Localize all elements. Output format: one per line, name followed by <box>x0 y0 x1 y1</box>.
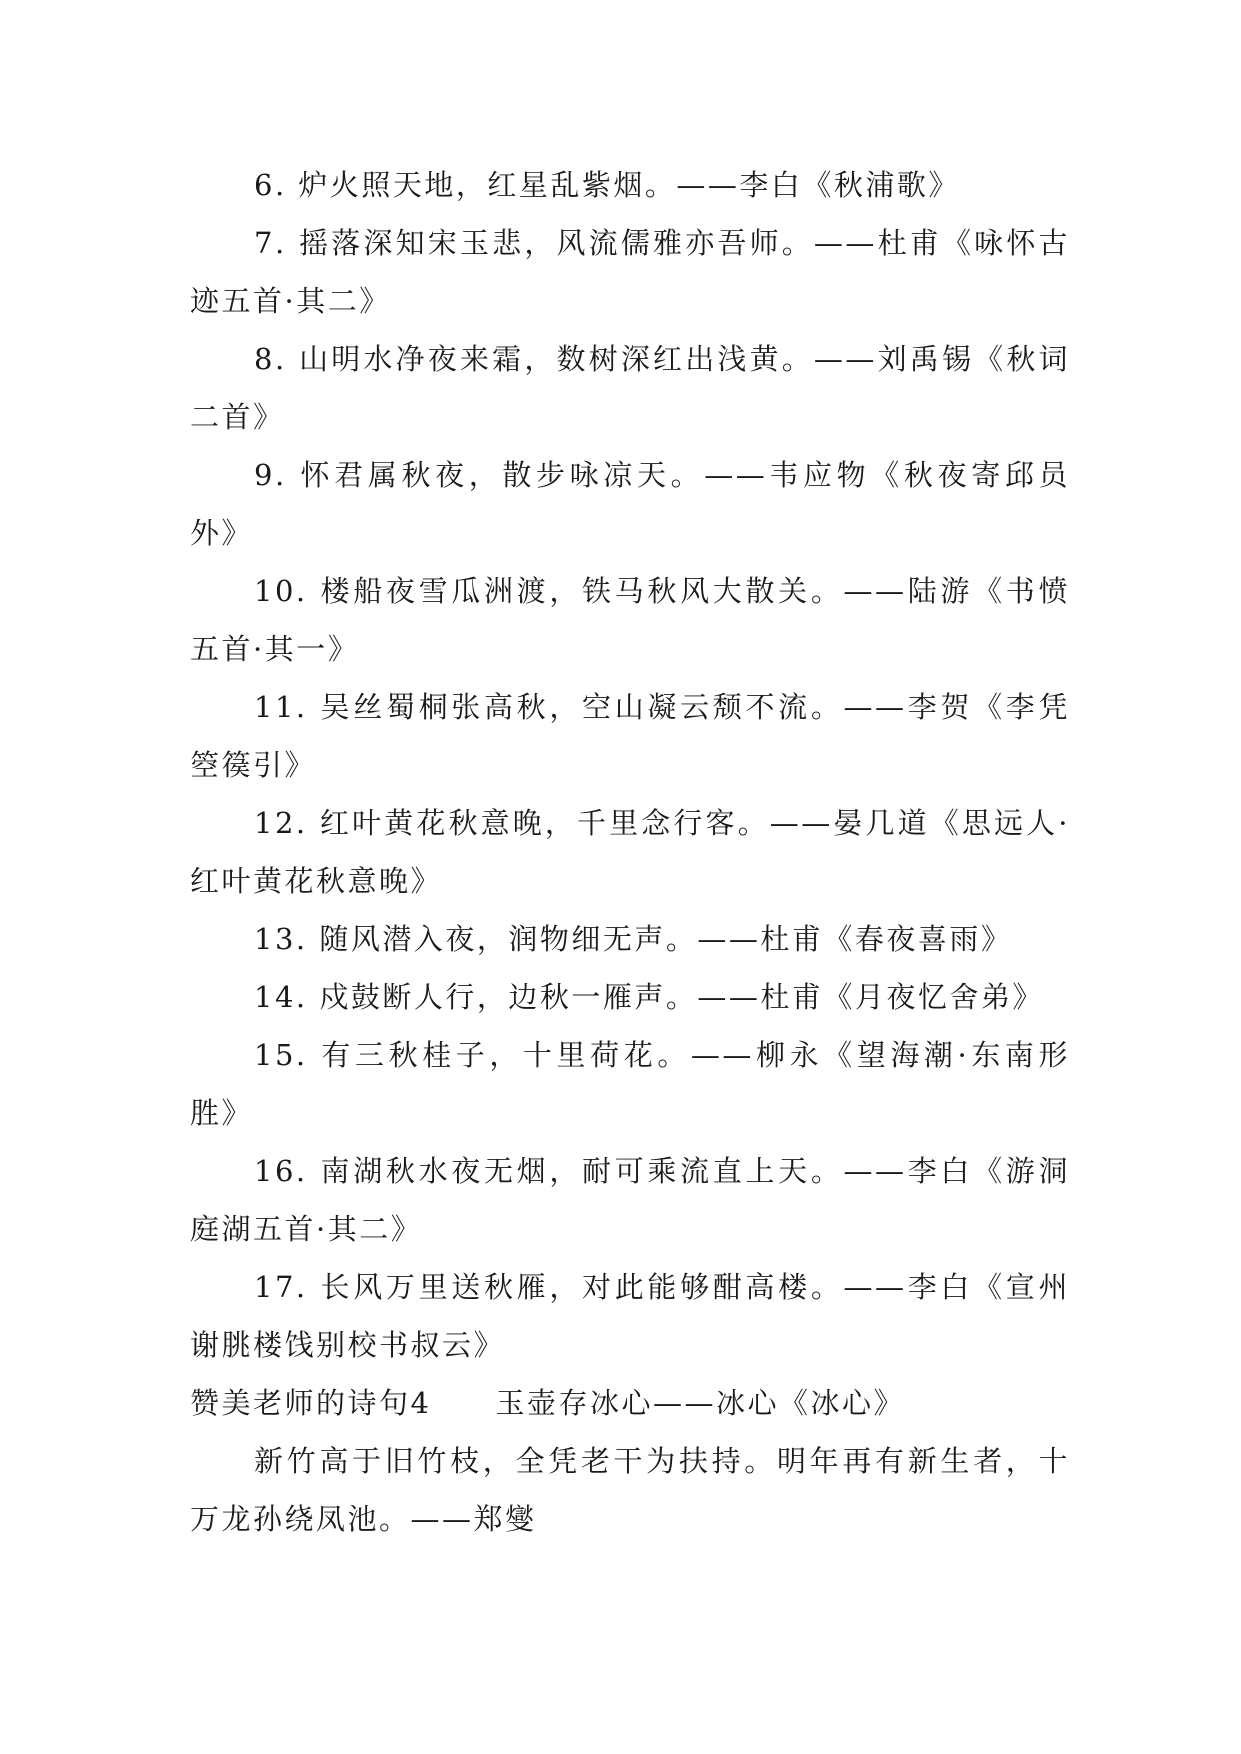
poem-line-17: 17. 长风万里送秋雁，对此能够酣高楼。——李白《宣州谢朓楼饯别校书叔云》 <box>190 1270 1070 1362</box>
poem-line-12: 12. 红叶黄花秋意晚，千里念行客。——晏几道《思远人·红叶黄花秋意晚》 <box>190 806 1070 898</box>
poem-line-7: 7. 摇落深知宋玉悲，风流儒雅亦吾师。——杜甫《咏怀古迹五首·其二》 <box>190 226 1070 318</box>
poem-line-9: 9. 怀君属秋夜，散步咏凉天。——韦应物《秋夜寄邱员外》 <box>190 458 1070 550</box>
poem-line-11: 11. 吴丝蜀桐张高秋，空山凝云颓不流。——李贺《李凭箜篌引》 <box>190 690 1070 782</box>
section-heading-quote: 玉壶存冰心——冰心《冰心》 <box>495 1386 905 1420</box>
poem-line-16: 16. 南湖秋水夜无烟，耐可乘流直上天。——李白《游洞庭湖五首·其二》 <box>190 1154 1070 1246</box>
poem-line-13: 13. 随风潜入夜，润物细无声。——杜甫《春夜喜雨》 <box>254 922 1013 956</box>
poem-line-15: 15. 有三秋桂子，十里荷花。——柳永《望海潮·东南形胜》 <box>190 1038 1070 1130</box>
poem-line-10: 10. 楼船夜雪瓜洲渡，铁马秋风大散关。——陆游《书愤五首·其一》 <box>190 574 1070 666</box>
section-heading: 赞美老师的诗句4 <box>190 1386 432 1420</box>
section-body: 新竹高于旧竹枝，全凭老干为扶持。明年再有新生者，十万龙孙绕凤池。——郑燮 <box>190 1444 1070 1536</box>
poem-line-6: 6. 炉火照天地，红星乱紫烟。——李白《秋浦歌》 <box>254 168 960 202</box>
poem-line-8: 8. 山明水净夜来霜，数树深红出浅黄。——刘禹锡《秋词二首》 <box>190 342 1070 434</box>
poem-line-14: 14. 戍鼓断人行，边秋一雁声。——杜甫《月夜忆舍弟》 <box>254 980 1044 1014</box>
document-page <box>190 156 1070 1548</box>
section-heading-line <box>190 1374 1070 1432</box>
